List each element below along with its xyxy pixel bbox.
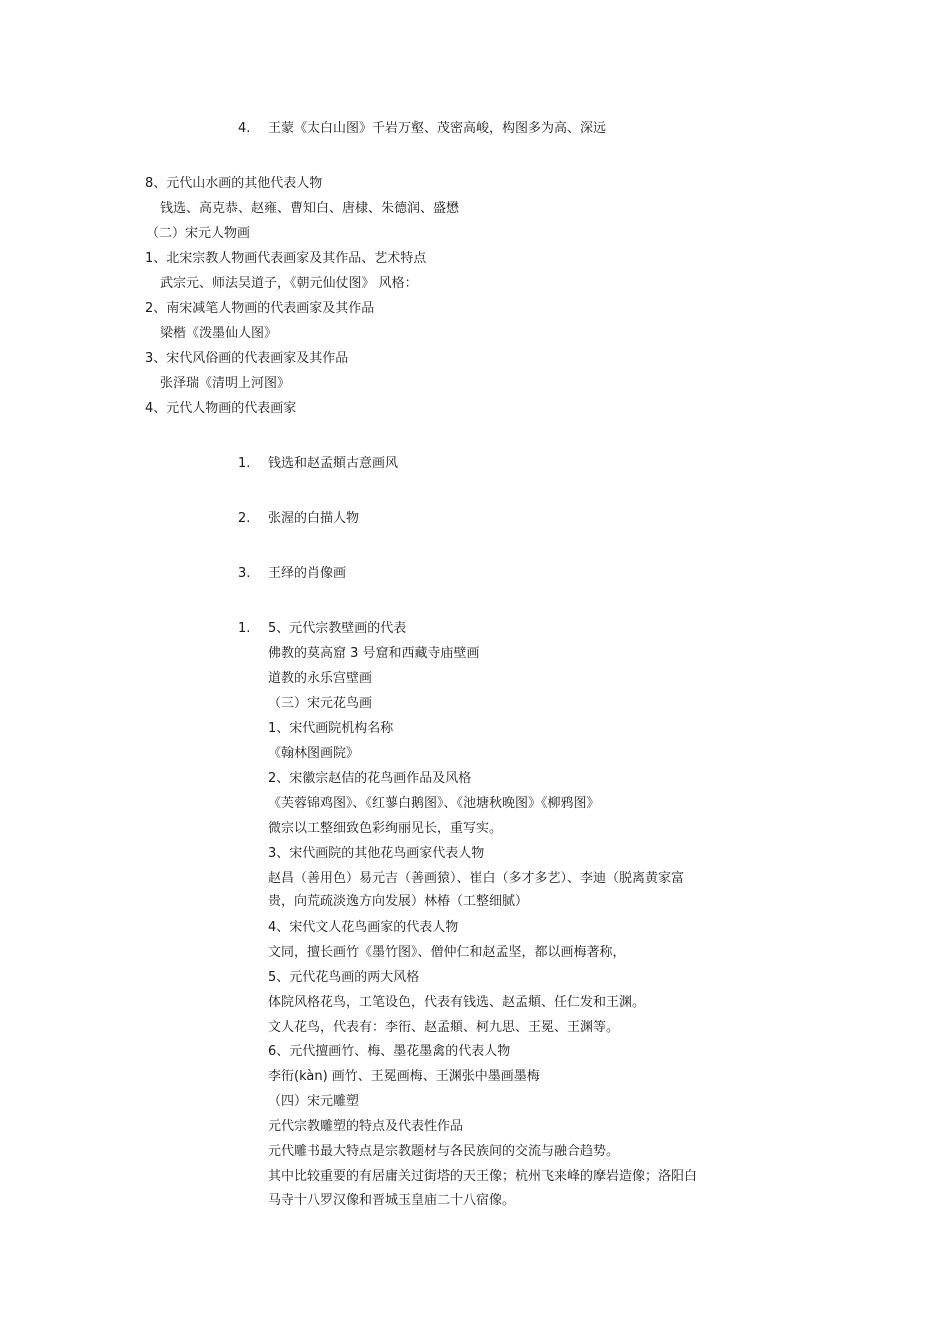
body-text: 元代宗教雕塑的特点及代表性作品 — [268, 1119, 464, 1134]
heading: （三）宋元花鸟画 — [268, 696, 373, 711]
heading: 4、元代人物画的代表画家 — [145, 401, 297, 416]
list-item-text: 王蒙《太白山图》千岩万壑、茂密高峻，构图多为高、深远 — [268, 121, 607, 136]
body-text: 《翰林图画院》 — [268, 746, 360, 761]
body-text: 微宗以工整细致色彩绚丽见长，重写实。 — [268, 821, 503, 836]
body-text: 赵昌（善用色）易元吉（善画猿）、崔白（多才多艺）、李迪（脱离黄家富 — [268, 871, 685, 886]
body-text: 武宗元、师法吴道子，《朝元仙仗图》 风格： — [160, 276, 418, 291]
heading: （二）宋元人物画 — [146, 226, 251, 241]
list-item-text: 5、元代宗教壁画的代表 — [268, 621, 407, 636]
body-text: 张泽瑞《清明上河图》 — [160, 376, 291, 391]
list-item-text: 王绎的肖像画 — [268, 566, 347, 581]
heading: 1、宋代画院机构名称 — [268, 721, 394, 736]
heading: 1、北宋宗教人物画代表画家及其作品、艺术特点 — [145, 251, 427, 266]
body-text: 梁楷《泼墨仙人图》 — [160, 326, 278, 341]
heading: 4、宋代文人花鸟画家的代表人物 — [268, 920, 459, 935]
body-text: 钱选、高克恭、赵雍、曹知白、唐棣、朱德润、盛懋 — [160, 201, 460, 216]
body-text: 道教的永乐宫壁画 — [268, 671, 373, 686]
list-item-text: 张渥的白描人物 — [268, 511, 360, 526]
list-number: 3. — [238, 566, 251, 581]
body-text: 佛教的莫高窟 3 号窟和西藏寺庙壁画 — [268, 646, 480, 661]
heading: 5、元代花鸟画的两大风格 — [268, 970, 420, 985]
body-text: 元代雕书最大特点是宗教题材与各民族间的交流与融合趋势。 — [268, 1144, 620, 1159]
heading: 2、宋徽宗赵佶的花鸟画作品及风格 — [268, 771, 472, 786]
list-number: 1. — [238, 621, 251, 636]
heading: 8、元代山水画的其他代表人物 — [145, 176, 323, 191]
heading: （四）宋元雕塑 — [268, 1094, 360, 1109]
body-text: 体院风格花鸟，工笔设色，代表有钱选、赵孟頫、任仁发和王渊。 — [268, 995, 646, 1010]
body-text: 马寺十八罗汉像和晋城玉皇庙二十八宿像。 — [268, 1193, 516, 1208]
heading: 2、南宋减笔人物画的代表画家及其作品 — [145, 301, 375, 316]
body-text: 贵，向荒疏淡逸方向发展）林椿（工整细腻） — [268, 894, 529, 909]
body-text: 文人花鸟，代表有：李衎、赵孟頫、柯九思、王冕、王渊等。 — [268, 1020, 620, 1035]
heading: 6、元代擅画竹、梅、墨花墨禽的代表人物 — [268, 1044, 511, 1059]
list-number: 2. — [238, 511, 251, 526]
body-text: 李衎(kàn) 画竹、王冕画梅、王渊张中墨画墨梅 — [268, 1069, 540, 1084]
list-number: 1. — [238, 456, 251, 471]
heading: 3、宋代风俗画的代表画家及其作品 — [145, 351, 349, 366]
heading: 3、宋代画院的其他花鸟画家代表人物 — [268, 846, 485, 861]
body-text: 文同，擅长画竹《墨竹图》、僧仲仁和赵孟坚，都以画梅著称， — [268, 945, 626, 960]
list-number: 4. — [238, 121, 251, 136]
body-text: 其中比较重要的有居庸关过街塔的天王像；杭州飞来峰的摩岩造像；洛阳白 — [268, 1169, 698, 1184]
body-text: 《芙蓉锦鸡图》、《红蓼白鹅图》、《池塘秋晚图》《柳鸦图》 — [268, 796, 600, 811]
list-item-text: 钱选和赵孟頫古意画风 — [268, 456, 399, 471]
